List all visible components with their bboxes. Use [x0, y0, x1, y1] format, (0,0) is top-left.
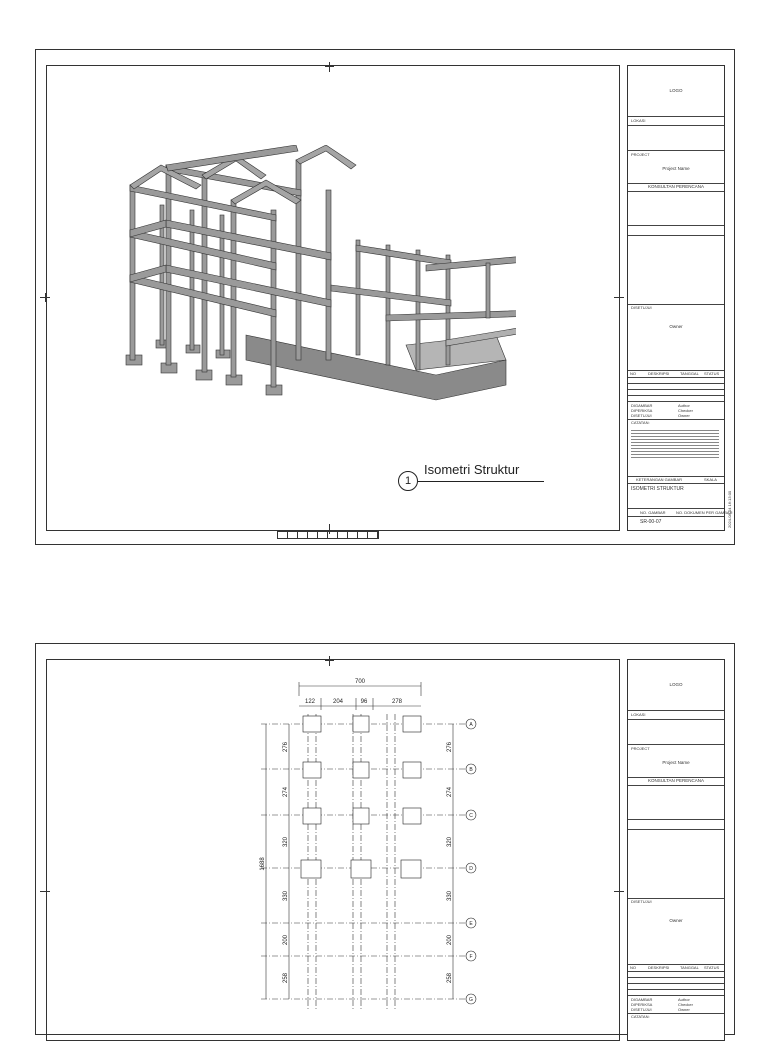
staff-name: Author [678, 997, 690, 1002]
center-mark-top [329, 62, 330, 72]
konsultan-label: KONSULTAN PERENCANA [647, 778, 705, 783]
rev-header-deskripsi: DESKRIPSI [648, 371, 670, 376]
grid-label: A [469, 722, 473, 728]
no-gambar-label: NO. GAMBAR [640, 510, 666, 515]
view-title: Isometri Struktur [424, 462, 520, 477]
dim-row: 258 [447, 972, 453, 984]
dim-row: 330 [447, 890, 453, 902]
notes-text [631, 428, 719, 460]
keterangan-label: KETERANGAN GAMBAR [636, 477, 683, 482]
logo-label: LOGO [669, 682, 683, 687]
dim-row: 276 [283, 741, 289, 753]
staff-role: DISETUJUI [631, 1007, 652, 1012]
staff-name: Checker [678, 1002, 693, 1007]
project-label: PROJECT [631, 152, 650, 157]
rev-header-status: STATUS [704, 371, 720, 376]
catatan-label: CATATAN: [631, 420, 650, 425]
grid-label: B [469, 767, 473, 773]
dim-row: 274 [283, 786, 289, 798]
jumlah-label: NO. DOKUMEN PER GAMBAR [676, 510, 733, 515]
rev-header-no: NO [630, 965, 636, 970]
staff-role: DISETUJUI [631, 413, 652, 418]
rev-header-tanggal: TANGGAL [680, 965, 699, 970]
dim-row: 330 [283, 890, 289, 902]
dim-col: 204 [332, 699, 344, 705]
dim-row: 200 [283, 934, 289, 946]
dim-row: 320 [447, 836, 453, 848]
grid-label: G [469, 997, 473, 1003]
side-timestamp: 2024-08-04 16:13:00 [727, 490, 732, 528]
view-number-marker: 1 [398, 471, 418, 491]
dim-col: 278 [391, 699, 403, 705]
dim-col: 122 [304, 699, 316, 705]
staff-name: Author [678, 403, 690, 408]
drawing-title: ISOMETRI STRUKTUR [631, 486, 684, 492]
foundation-plan-drawing [221, 674, 481, 1009]
project-name: Project Name [662, 166, 690, 171]
view-title-underline [418, 481, 544, 482]
isometric-structure-drawing [116, 145, 516, 405]
staff-name: Owner [678, 1007, 690, 1012]
dim-row: 276 [447, 741, 453, 753]
konsultan-label: KONSULTAN PERENCANA [647, 184, 705, 189]
center-mark-right [614, 891, 624, 892]
dim-overall-height: 1688 [260, 857, 266, 871]
dim-row: 258 [283, 972, 289, 984]
drawing-sheet-foundation-plan [35, 643, 735, 1035]
staff-role: DIPERIKSA [631, 408, 653, 413]
lokasi-label: LOKASI [631, 118, 646, 123]
project-label: PROJECT [631, 746, 650, 751]
center-mark-right [614, 297, 624, 298]
disetujui-label: DISETUJUI [631, 305, 652, 310]
center-mark-top-h [325, 66, 334, 67]
project-name: Project Name [662, 760, 690, 765]
rev-header-no: NO [630, 371, 636, 376]
center-mark-left-v [45, 293, 46, 302]
dim-row: 274 [447, 786, 453, 798]
dim-col: 96 [360, 699, 368, 705]
grid-label: C [469, 813, 473, 819]
center-mark-top-h [325, 660, 334, 661]
owner-label: Owner [669, 918, 683, 923]
center-mark-top [329, 656, 330, 666]
lokasi-label: LOKASI [631, 712, 646, 717]
logo-label: LOGO [669, 88, 683, 93]
grid-label: E [469, 921, 473, 927]
staff-role: DIPERIKSA [631, 1002, 653, 1007]
staff-role: DIGAMBAR [631, 403, 653, 408]
sheet-number: SR-00-07 [640, 519, 662, 525]
catatan-label: CATATAN: [631, 1014, 650, 1019]
staff-name: Owner [678, 413, 690, 418]
owner-label: Owner [669, 324, 683, 329]
title-block [627, 659, 725, 1041]
rev-header-deskripsi: DESKRIPSI [648, 965, 670, 970]
drawing-sheet-isometric [35, 49, 735, 545]
scale-bar [277, 531, 379, 539]
dim-row: 320 [283, 836, 289, 848]
disetujui-label: DISETUJUI [631, 899, 652, 904]
dim-row: 200 [447, 934, 453, 946]
staff-role: DIGAMBAR [631, 997, 653, 1002]
grid-label: D [469, 866, 473, 872]
center-mark-left [40, 891, 50, 892]
staff-name: Checker [678, 408, 693, 413]
grid-label: F [469, 954, 473, 960]
rev-header-tanggal: TANGGAL [680, 371, 699, 376]
rev-header-status: STATUS [704, 965, 720, 970]
dim-overall-width: 700 [354, 679, 366, 685]
skala-label: SKALA [704, 477, 717, 482]
